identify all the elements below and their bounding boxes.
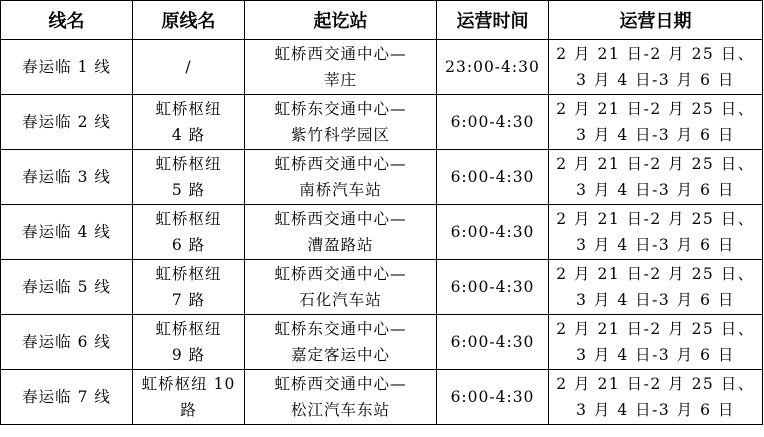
- route-cell: [245, 150, 437, 205]
- route-to: 南桥汽车站: [299, 181, 382, 199]
- original-name-text: /: [185, 58, 192, 76]
- date-range-2: 3 月 4 日-3 月 6 日: [576, 401, 735, 419]
- route-from: 虹桥西交通中心—: [274, 210, 407, 228]
- hours-cell: 23:00-4:30: [437, 40, 549, 95]
- original-name-line-1: 虹桥枢纽: [155, 265, 222, 283]
- route-cell: [245, 95, 437, 150]
- header-original-name: 原线名: [133, 1, 245, 40]
- line-name-cell: 春运临 1 线: [1, 40, 133, 95]
- route-from: 虹桥东交通中心—: [274, 320, 407, 338]
- header-dates: 运营日期: [549, 1, 763, 40]
- original-name-cell: [133, 370, 245, 425]
- date-range-2: 3 月 4 日-3 月 6 日: [576, 181, 735, 199]
- header-line-name: 线名: [1, 1, 133, 40]
- dates-cell: [549, 150, 763, 205]
- original-name-cell: [133, 40, 245, 95]
- dates-cell: [549, 370, 763, 425]
- route-cell: [245, 260, 437, 315]
- line-name-cell: 春运临 2 线: [1, 95, 133, 150]
- hours-cell: 6:00-4:30: [437, 95, 549, 150]
- line-name-cell: 春运临 5 线: [1, 260, 133, 315]
- hours-cell: 6:00-4:30: [437, 260, 549, 315]
- original-name-cell: [133, 205, 245, 260]
- route-cell: [245, 40, 437, 95]
- original-name-line-1: 虹桥枢纽 10: [141, 375, 236, 393]
- route-from: 虹桥西交通中心—: [274, 265, 407, 283]
- original-name-line-2: 5 路: [171, 181, 206, 199]
- route-from: 虹桥西交通中心—: [274, 155, 407, 173]
- date-range-1: 2 月 21 日-2 月 25 日、: [556, 155, 755, 173]
- dates-cell: [549, 205, 763, 260]
- date-range-1: 2 月 21 日-2 月 25 日、: [556, 265, 755, 283]
- hours-cell: 6:00-4:30: [437, 315, 549, 370]
- route-from: 虹桥东交通中心—: [274, 100, 407, 118]
- hours-cell: 6:00-4:30: [437, 205, 549, 260]
- date-range-1: 2 月 21 日-2 月 25 日、: [556, 375, 755, 393]
- route-cell: [245, 370, 437, 425]
- dates-cell: [549, 260, 763, 315]
- original-name-line-2: 4 路: [171, 126, 206, 144]
- date-range-2: 3 月 4 日-3 月 6 日: [576, 346, 735, 364]
- route-from: 虹桥西交通中心—: [274, 375, 407, 393]
- original-name-cell: [133, 95, 245, 150]
- line-name-cell: 春运临 6 线: [1, 315, 133, 370]
- original-name-line-1: 虹桥枢纽: [155, 100, 222, 118]
- route-cell: [245, 205, 437, 260]
- table-row: [1, 95, 763, 150]
- dates-cell: [549, 95, 763, 150]
- original-name-line-2: 路: [180, 401, 197, 419]
- header-route: 起讫站: [245, 1, 437, 40]
- table-row: [1, 315, 763, 370]
- original-name-line-2: 9 路: [171, 346, 206, 364]
- original-name-line-1: 虹桥枢纽: [155, 210, 222, 228]
- date-range-2: 3 月 4 日-3 月 6 日: [576, 126, 735, 144]
- table-row: [1, 40, 763, 95]
- original-name-cell: [133, 260, 245, 315]
- route-to: 莘庄: [323, 71, 357, 89]
- date-range-2: 3 月 4 日-3 月 6 日: [576, 291, 735, 309]
- table-row: [1, 370, 763, 425]
- date-range-1: 2 月 21 日-2 月 25 日、: [556, 45, 755, 63]
- original-name-line-2: 6 路: [171, 236, 206, 254]
- route-from: 虹桥西交通中心—: [274, 45, 407, 63]
- route-to: 石化汽车站: [299, 291, 382, 309]
- header-row: [1, 1, 763, 40]
- original-name-line-1: 虹桥枢纽: [155, 155, 222, 173]
- hours-cell: 6:00-4:30: [437, 370, 549, 425]
- route-to: 松江汽车东站: [290, 401, 390, 419]
- line-name-cell: 春运临 4 线: [1, 205, 133, 260]
- original-name-line-1: 虹桥枢纽: [155, 320, 222, 338]
- dates-cell: [549, 40, 763, 95]
- date-range-1: 2 月 21 日-2 月 25 日、: [556, 210, 755, 228]
- table-row: [1, 150, 763, 205]
- route-cell: [245, 315, 437, 370]
- original-name-line-2: 7 路: [171, 291, 206, 309]
- route-to: 紫竹科学园区: [290, 126, 390, 144]
- line-name-cell: 春运临 3 线: [1, 150, 133, 205]
- table-row: [1, 260, 763, 315]
- route-to: 嘉定客运中心: [290, 346, 390, 364]
- date-range-1: 2 月 21 日-2 月 25 日、: [556, 320, 755, 338]
- dates-cell: [549, 315, 763, 370]
- hours-cell: 6:00-4:30: [437, 150, 549, 205]
- date-range-2: 3 月 4 日-3 月 6 日: [576, 236, 735, 254]
- table-row: [1, 205, 763, 260]
- original-name-cell: [133, 150, 245, 205]
- date-range-2: 3 月 4 日-3 月 6 日: [576, 71, 735, 89]
- line-name-cell: 春运临 7 线: [1, 370, 133, 425]
- header-hours: 运营时间: [437, 1, 549, 40]
- route-to: 漕盈路站: [307, 236, 374, 254]
- original-name-cell: [133, 315, 245, 370]
- date-range-1: 2 月 21 日-2 月 25 日、: [556, 100, 755, 118]
